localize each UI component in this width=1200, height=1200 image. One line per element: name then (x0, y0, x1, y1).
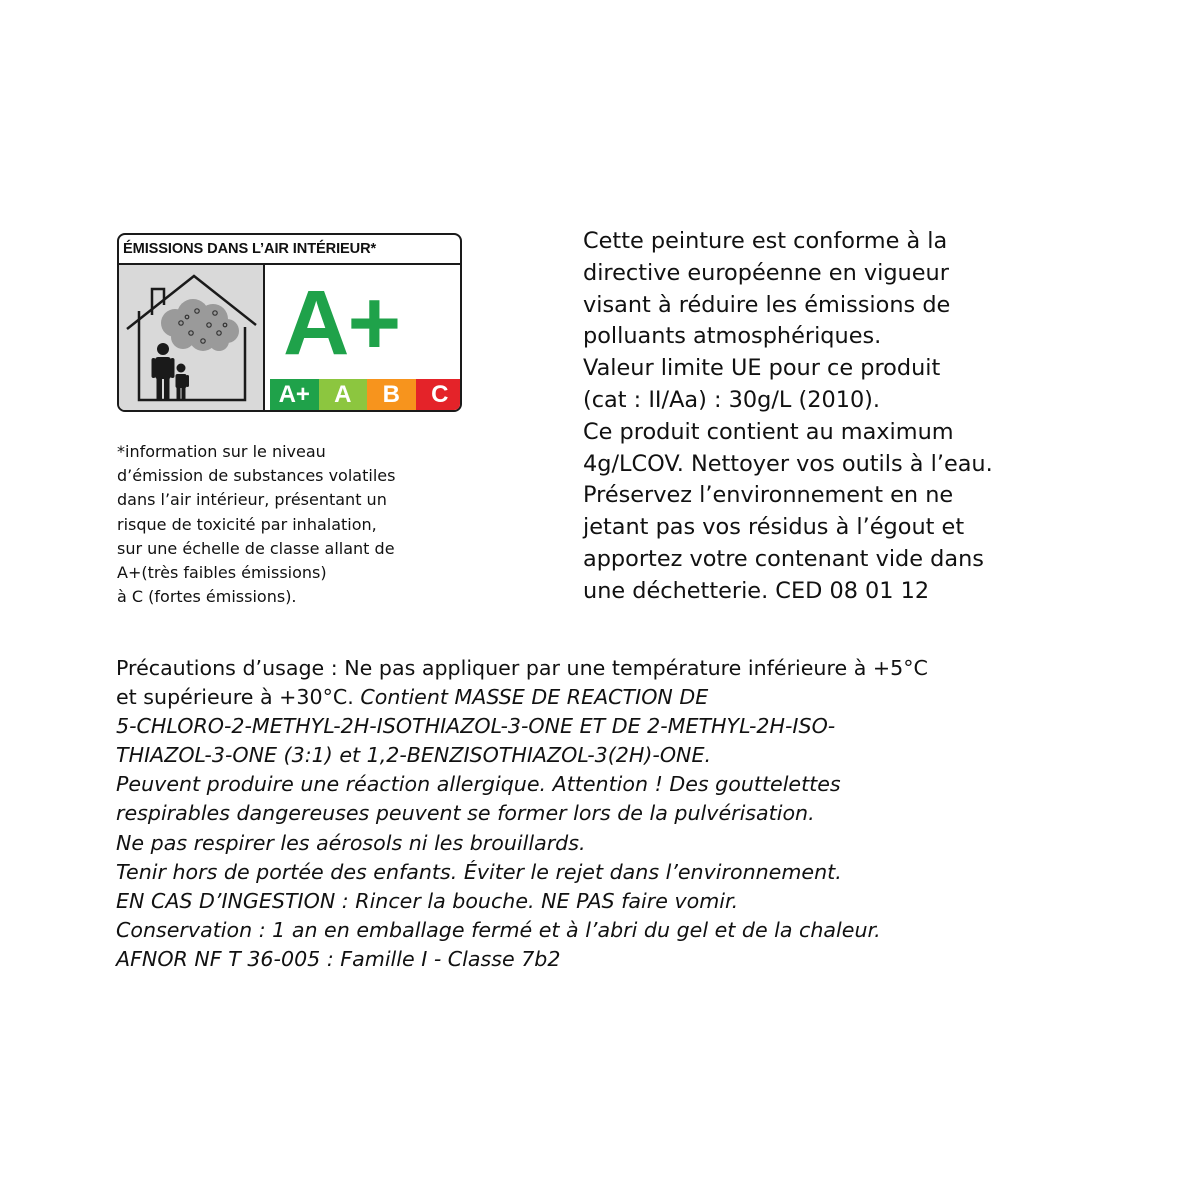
scale-a: A (319, 379, 368, 411)
product-compliance-text: Cette peinture est conforme à la directive européenne en vigueur visant à réduire les émissions de polluants atmosphériques. Valeur limite UE pour ce produit (cat : II/Aa) : 30g/L (2010). Ce produit contient au maximum 4g/LCOV. Nettoyer vos outils à l’eau. Préservez l’environnement en ne jetant pas vos résidus à l’égout et apportez votre contenant vide dans une déchetterie. CED 08 01 12 (583, 228, 993, 604)
emissions-label-title: ÉMISSIONS DANS L’AIR INTÉRIEUR* (119, 235, 460, 265)
precautions-italic-line: respirables dangereuses peuvent se former lors de la pulvérisation. (116, 801, 815, 826)
emissions-grade: A+ (283, 272, 400, 374)
scale-b: B (367, 379, 416, 411)
precautions-italic-line: Peuvent produire une réaction allergique. Attention ! Des gouttelettes (116, 772, 841, 797)
precautions-italic-line: 5-CHLORO-2-METHYL-2H-ISOTHIAZOL-3-ONE ET DE 2-METHYL-2H-ISO- (116, 714, 836, 739)
house-with-pollution-cloud-and-people-icon (119, 265, 265, 411)
scale-c: C (416, 379, 463, 411)
precautions-italic-line: AFNOR NF T 36-005 : Famille I - Classe 7b2 (116, 946, 561, 971)
house-svg-icon (119, 265, 265, 411)
precautions-line-2 (116, 683, 1116, 712)
precautions-italic-line: THIAZOL-3-ONE (3:1) et 1,2-BENZISOTHIAZOL-3(2H)-ONE. (116, 743, 712, 768)
precautions-line-2-italic: Contient MASSE DE REACTION DE (360, 685, 709, 710)
precautions-block (116, 654, 1116, 974)
precautions-italic-line: Ne pas respirer les aérosols ni les brouillards. (116, 830, 586, 855)
emissions-scale (270, 379, 462, 411)
emissions-footnote: *information sur le niveau d’émission de substances volatiles dans l’air intérieur, présentant un risque de toxicité par inhalation, sur une échelle de classe allant de A+(très faibles émissions) à C (fortes émissions). (117, 442, 396, 607)
precautions-line-1: Précautions d’usage : Ne pas appliquer par une température inférieure à +5°C (116, 656, 928, 680)
scale-aplus: A+ (270, 379, 319, 411)
precautions-line-2-normal: et supérieure à +30°C. (116, 685, 361, 710)
precautions-italic-line: Tenir hors de portée des enfants. Éviter le rejet dans l’environnement. (116, 859, 842, 884)
precautions-italic-line: Conservation : 1 an en emballage fermé et à l’abri du gel et de la chaleur. (116, 917, 881, 942)
precautions-italic-line: EN CAS D’INGESTION : Rincer la bouche. NE PAS faire vomir. (116, 888, 739, 913)
emissions-label (117, 233, 462, 412)
